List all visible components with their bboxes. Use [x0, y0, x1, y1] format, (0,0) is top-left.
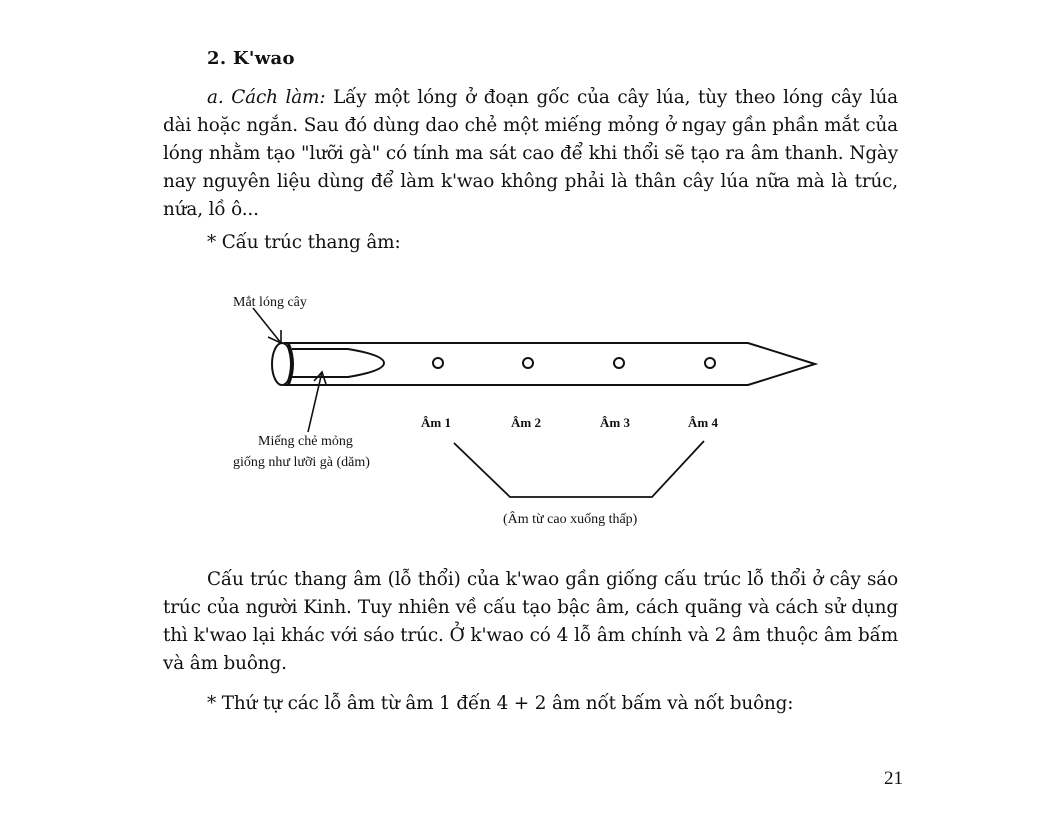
- paragraph-text: Lấy một lóng ở đoạn gốc của cây lúa, tùy theo lóng cây lúa dài hoặc ngắn. Sau đó dùng dao chẻ một miếng mỏng ở ngay gần phần mắt của lóng nhằm tạo "lưỡi gà" có tính ma sát cao để khi thổi sẽ tạo ra âm thanh. Ngày nay nguyên liệu dùng để làm k'wao không phải là thân cây lúa nữa mà là trúc, nứa, lồ ô...: [163, 87, 898, 220]
- hole-2: [523, 358, 533, 368]
- node-thick-edge: [288, 344, 292, 384]
- reed-label-line2: giống như lưỡi gà (dăm): [233, 455, 370, 470]
- hole-3: [614, 358, 624, 368]
- hole-label-3: Âm 3: [600, 415, 630, 430]
- page-number: 21: [884, 768, 903, 789]
- node-label: Mắt lóng cây: [233, 295, 307, 310]
- range-bracket: [454, 441, 704, 497]
- hole-4: [705, 358, 715, 368]
- hole-label-2: Âm 2: [511, 415, 541, 430]
- reed-tongue: [292, 349, 384, 377]
- hole-1: [433, 358, 443, 368]
- range-caption: (Âm từ cao xuống thấp): [503, 512, 638, 527]
- paragraph-scale-comparison: [163, 566, 898, 678]
- hole-label-4: Âm 4: [688, 415, 718, 430]
- bullet-scale-structure: * Cấu trúc thang âm:: [207, 232, 401, 253]
- paragraph-lead: a. Cách làm:: [207, 87, 326, 108]
- bullet-hole-order: * Thứ tự các lỗ âm từ âm 1 đến 4 + 2 âm nốt bấm và nốt buông:: [207, 693, 794, 714]
- reed-label-line1: Miếng chẻ mỏng: [258, 434, 353, 449]
- tube-outline: [284, 343, 815, 385]
- hole-label-1: Âm 1: [421, 415, 451, 430]
- section-heading: 2. K'wao: [207, 48, 295, 69]
- paragraph-text: Cấu trúc thang âm (lỗ thổi) của k'wao gần giống cấu trúc lỗ thổi ở cây sáo trúc của người Kinh. Tuy nhiên về cấu tạo bậc âm, cách quãng và cách sử dụng thì k'wao lại khác với sáo trúc. Ở k'wao có 4 lỗ âm chính và 2 âm thuộc âm bấm và âm buông.: [163, 569, 898, 674]
- node-arrow-line: [253, 308, 281, 343]
